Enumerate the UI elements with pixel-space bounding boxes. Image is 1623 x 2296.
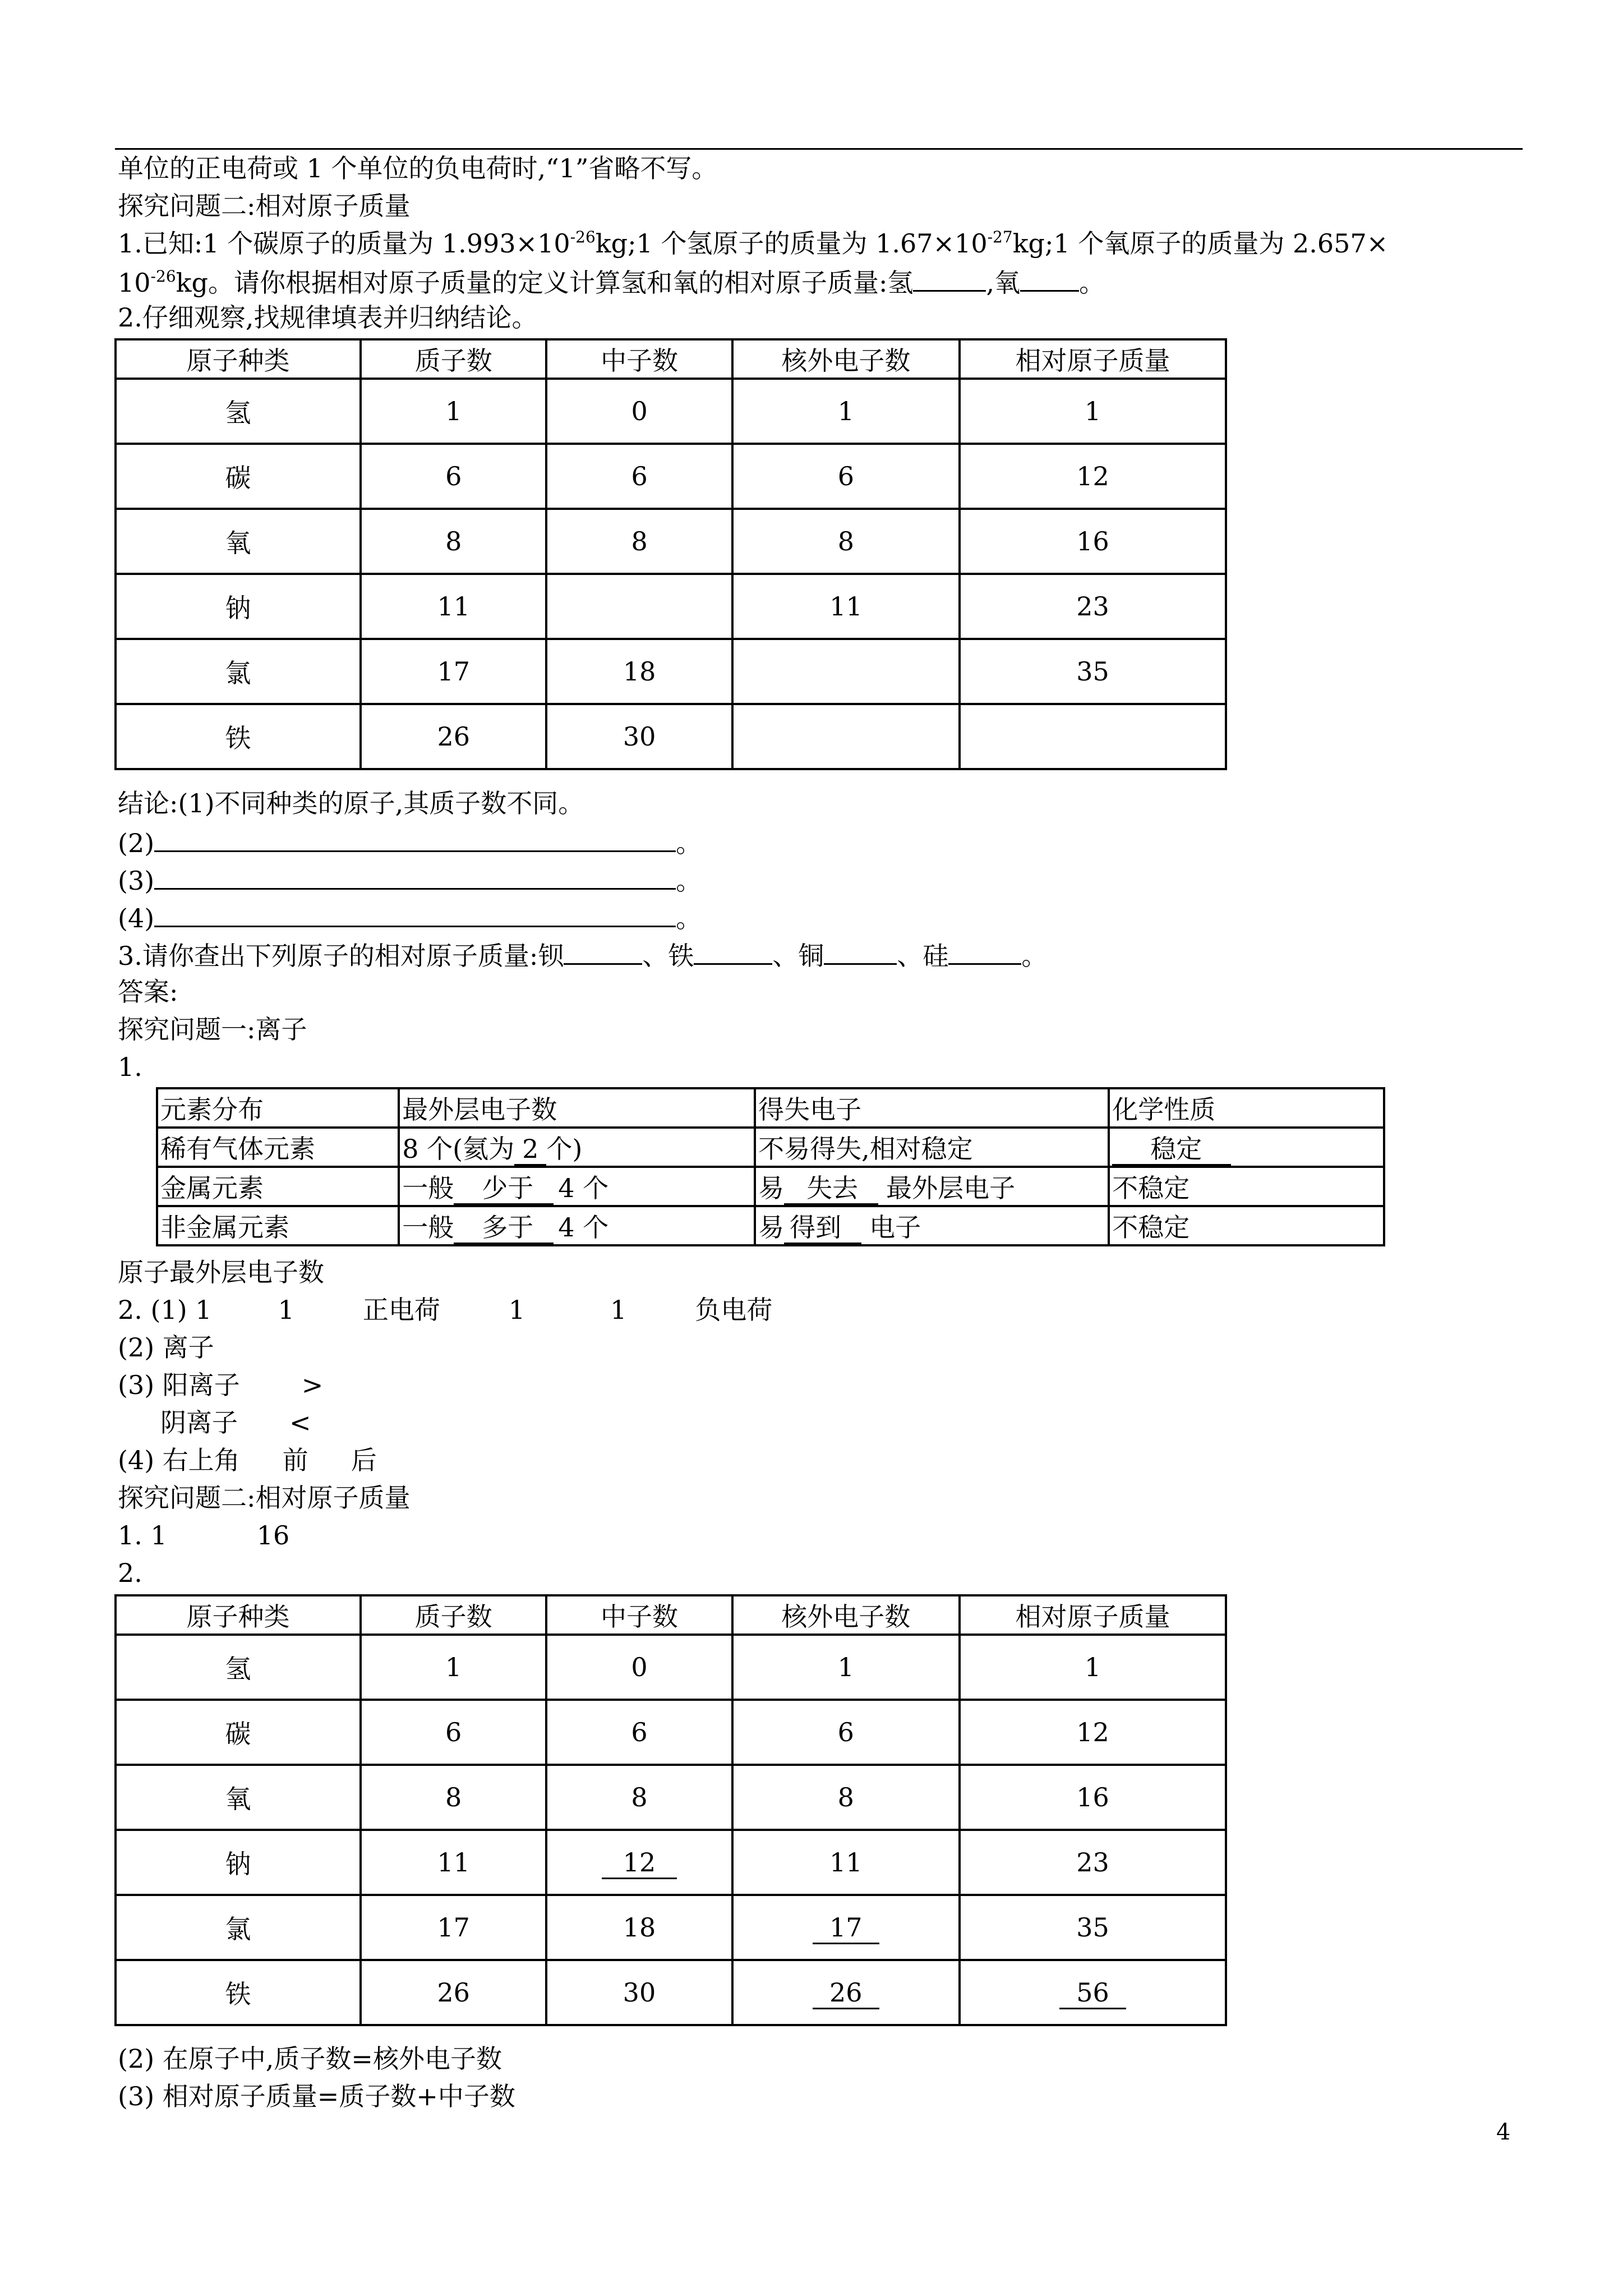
table-cell: 氢 <box>116 379 361 444</box>
table-cell: 氧 <box>116 1765 361 1830</box>
answer-question-2-title: 探究问题二:相对原子质量 <box>118 1483 411 1513</box>
question-1-line-2: $10^{-26}kg$。请你根据相对原子质量的定义计算氢和氧的相对原子质量:氢 ,氧 。 <box>118 265 1105 298</box>
conclusion-4-blank[interactable] <box>154 901 676 927</box>
table-cell: 8 <box>732 1765 960 1830</box>
header-atom-type: 原子种类 <box>116 339 361 379</box>
answer-conclusion-2: (2) 在原子中,质子数=核外电子数 <box>118 2044 502 2074</box>
answer-underline: 26 <box>813 1977 879 2009</box>
table-cell: 氯 <box>116 1895 361 1960</box>
header-neutrons: 中子数 <box>546 339 732 379</box>
table-cell: 6 <box>361 444 546 509</box>
table-cell: 1 <box>361 1635 546 1700</box>
table-cell: 1 <box>732 379 960 444</box>
table-row <box>116 1960 1226 2025</box>
question-2-title: 探究问题二:相对原子质量 <box>118 191 411 221</box>
table-cell: 1 <box>732 1635 960 1700</box>
table-cell: 碳 <box>116 444 361 509</box>
element-table <box>156 1087 1385 1246</box>
table-cell: 稀有气体元素 <box>157 1128 399 1167</box>
header-chemical-property: 化学性质 <box>1109 1088 1384 1128</box>
table-cell <box>732 1895 960 1960</box>
table-cell: 碳 <box>116 1700 361 1765</box>
answer-underline: 56 <box>1059 1977 1126 2009</box>
question-1-line-1: 1.已知:1 个碳原子的质量为 $1.993\times 10^{-26}kg;1$ 个氢原子的质量为 $1.67\times 10^{-27}kg;1$ 个氧原子的质量为 2.657× <box>118 228 1389 259</box>
table-row <box>157 1167 1384 1206</box>
table-row <box>116 379 1226 444</box>
table-row <box>116 1700 1226 1765</box>
table-cell: 0 <box>546 1635 732 1700</box>
conclusion-1: 结论:(1)不同种类的原子,其质子数不同。 <box>118 788 584 818</box>
table-cell <box>1109 1128 1384 1167</box>
table-cell: 一般 少于 4 个 <box>399 1167 755 1206</box>
table-cell: 11 <box>732 1830 960 1895</box>
table-cell-blank[interactable] <box>546 574 732 639</box>
table-cell: 23 <box>960 1830 1226 1895</box>
table-cell: 氢 <box>116 1635 361 1700</box>
header-electrons: 核外电子数 <box>732 1595 960 1635</box>
table-cell <box>546 1830 732 1895</box>
answer-1-label: 1. <box>118 1052 142 1082</box>
table-cell: 12 <box>960 1700 1226 1765</box>
table-cell: 35 <box>960 1895 1226 1960</box>
table-cell <box>960 1960 1226 2025</box>
table-cell: 8 <box>361 1765 546 1830</box>
answer-conclusion-3: (3) 相对原子质量=质子数+中子数 <box>118 2081 515 2111</box>
table-cell: 12 <box>960 444 1226 509</box>
answer-2-1: 2. (1) 1 1 正电荷 1 1 负电荷 <box>118 1295 773 1325</box>
table-cell: 1 <box>960 379 1226 444</box>
header-protons: 质子数 <box>361 1595 546 1635</box>
table-cell: 氯 <box>116 639 361 704</box>
table-cell: 6 <box>732 444 960 509</box>
atom-table-question <box>114 338 1227 770</box>
answer-underline: 2 <box>514 1134 546 1166</box>
table-cell: 易 得到 电子 <box>755 1206 1109 1245</box>
table-cell: 17 <box>361 639 546 704</box>
table-cell: 11 <box>732 574 960 639</box>
table-cell: 1 <box>960 1635 1226 1700</box>
table-row <box>116 1765 1226 1830</box>
question-3: 3.请你查出下列原子的相对原子质量:钡 、铁 、铜 、硅 。 <box>118 938 1047 972</box>
table-cell: 一般 多于 4 个 <box>399 1206 755 1245</box>
table-cell: 6 <box>732 1700 960 1765</box>
barium-blank[interactable] <box>564 938 642 965</box>
table-cell: 8 个(氦为 2 个) <box>399 1128 755 1167</box>
page-number: 4 <box>1496 2119 1511 2145</box>
answer-underline: 稳定 <box>1112 1134 1231 1166</box>
table-row <box>116 444 1226 509</box>
table-row <box>116 1635 1226 1700</box>
conclusion-3-blank[interactable] <box>154 863 676 890</box>
table-cell: 16 <box>960 1765 1226 1830</box>
answer-underline: 失去 <box>784 1173 878 1205</box>
table-row <box>116 704 1226 769</box>
answer-2-2: (2) 离子 <box>118 1332 214 1363</box>
copper-blank[interactable] <box>824 938 897 965</box>
answer-2-3-anion: 阴离子 < <box>160 1407 311 1438</box>
oxygen-blank[interactable] <box>1020 265 1079 292</box>
table-cell: 18 <box>546 1895 732 1960</box>
table-cell: 非金属元素 <box>157 1206 399 1245</box>
answer-2-3-cation: (3) 阳离子 > <box>118 1370 324 1400</box>
answer-underline: 得到 <box>784 1212 861 1244</box>
table-row <box>116 1830 1226 1895</box>
table-cell: 不易得失,相对稳定 <box>755 1128 1109 1167</box>
table-cell: 6 <box>546 444 732 509</box>
header-atom-type: 原子种类 <box>116 1595 361 1635</box>
table-cell: 氧 <box>116 509 361 574</box>
table-cell: 35 <box>960 639 1226 704</box>
table-row <box>116 1895 1226 1960</box>
table-header-row <box>116 339 1226 379</box>
table-row <box>157 1128 1384 1167</box>
table-header-row <box>157 1088 1384 1128</box>
hydrogen-blank[interactable] <box>913 265 986 292</box>
table-cell: 钠 <box>116 1830 361 1895</box>
conclusion-2-blank[interactable] <box>154 826 676 852</box>
table-cell-blank[interactable] <box>732 704 960 769</box>
table-cell-blank[interactable] <box>732 639 960 704</box>
atom-table-answer <box>114 1594 1227 2026</box>
table-cell: 1 <box>361 379 546 444</box>
header-relative-mass: 相对原子质量 <box>960 1595 1226 1635</box>
table-cell: 26 <box>361 704 546 769</box>
table-cell: 11 <box>361 1830 546 1895</box>
table-cell: 23 <box>960 574 1226 639</box>
answer-underline: 12 <box>602 1847 677 1879</box>
table-row <box>116 639 1226 704</box>
table-cell: 17 <box>361 1895 546 1960</box>
header-gain-loss: 得失电子 <box>755 1088 1109 1128</box>
table-cell <box>732 1960 960 2025</box>
answer-outer-electrons: 原子最外层电子数 <box>118 1257 324 1287</box>
table-cell: 8 <box>546 509 732 574</box>
question-2-intro: 2.仔细观察,找规律填表并归纳结论。 <box>118 302 538 333</box>
table-row <box>157 1206 1384 1245</box>
silicon-blank[interactable] <box>948 938 1021 965</box>
intro-line: 单位的正电荷或 1 个单位的负电荷时,“1”省略不写。 <box>118 153 718 183</box>
table-cell: 铁 <box>116 1960 361 2025</box>
header-relative-mass: 相对原子质量 <box>960 339 1226 379</box>
table-cell: 16 <box>960 509 1226 574</box>
table-cell: 金属元素 <box>157 1167 399 1206</box>
table-header-row <box>116 1595 1226 1635</box>
table-cell: 6 <box>361 1700 546 1765</box>
table-cell: 30 <box>546 704 732 769</box>
answer-underline: 17 <box>813 1912 879 1944</box>
table-cell: 11 <box>361 574 546 639</box>
table-cell: 易 失去 最外层电子 <box>755 1167 1109 1206</box>
answer-underline: 少于 <box>454 1173 554 1205</box>
header-outer-electrons: 最外层电子数 <box>399 1088 755 1128</box>
table-cell: 8 <box>732 509 960 574</box>
answer-label: 答案: <box>118 977 178 1007</box>
conclusion-3: (3) 。 <box>118 863 702 896</box>
table-cell: 6 <box>546 1700 732 1765</box>
table-cell: 8 <box>361 509 546 574</box>
answer-question-1-title: 探究问题一:离子 <box>118 1014 307 1045</box>
answer-underline: 多于 <box>454 1212 554 1244</box>
table-cell: 铁 <box>116 704 361 769</box>
answer-q2-2-label: 2. <box>118 1558 142 1588</box>
table-cell: 钠 <box>116 574 361 639</box>
table-cell: 0 <box>546 379 732 444</box>
conclusion-2: (2) 。 <box>118 826 702 859</box>
table-row <box>116 509 1226 574</box>
table-cell: 不稳定 <box>1109 1167 1384 1206</box>
answer-2-4: (4) 右上角 前 后 <box>118 1445 377 1475</box>
header-element-distribution: 元素分布 <box>157 1088 399 1128</box>
table-cell: 26 <box>361 1960 546 2025</box>
header-protons: 质子数 <box>361 339 546 379</box>
header-electrons: 核外电子数 <box>732 339 960 379</box>
conclusion-4: (4) 。 <box>118 901 702 934</box>
table-cell: 不稳定 <box>1109 1206 1384 1245</box>
answer-q2-1: 1. 1 16 <box>118 1520 290 1550</box>
table-cell: 18 <box>546 639 732 704</box>
header-rule <box>115 148 1523 150</box>
header-neutrons: 中子数 <box>546 1595 732 1635</box>
table-cell: 8 <box>546 1765 732 1830</box>
table-row <box>116 574 1226 639</box>
table-cell-blank[interactable] <box>960 704 1226 769</box>
iron-blank[interactable] <box>694 938 772 965</box>
table-cell: 30 <box>546 1960 732 2025</box>
